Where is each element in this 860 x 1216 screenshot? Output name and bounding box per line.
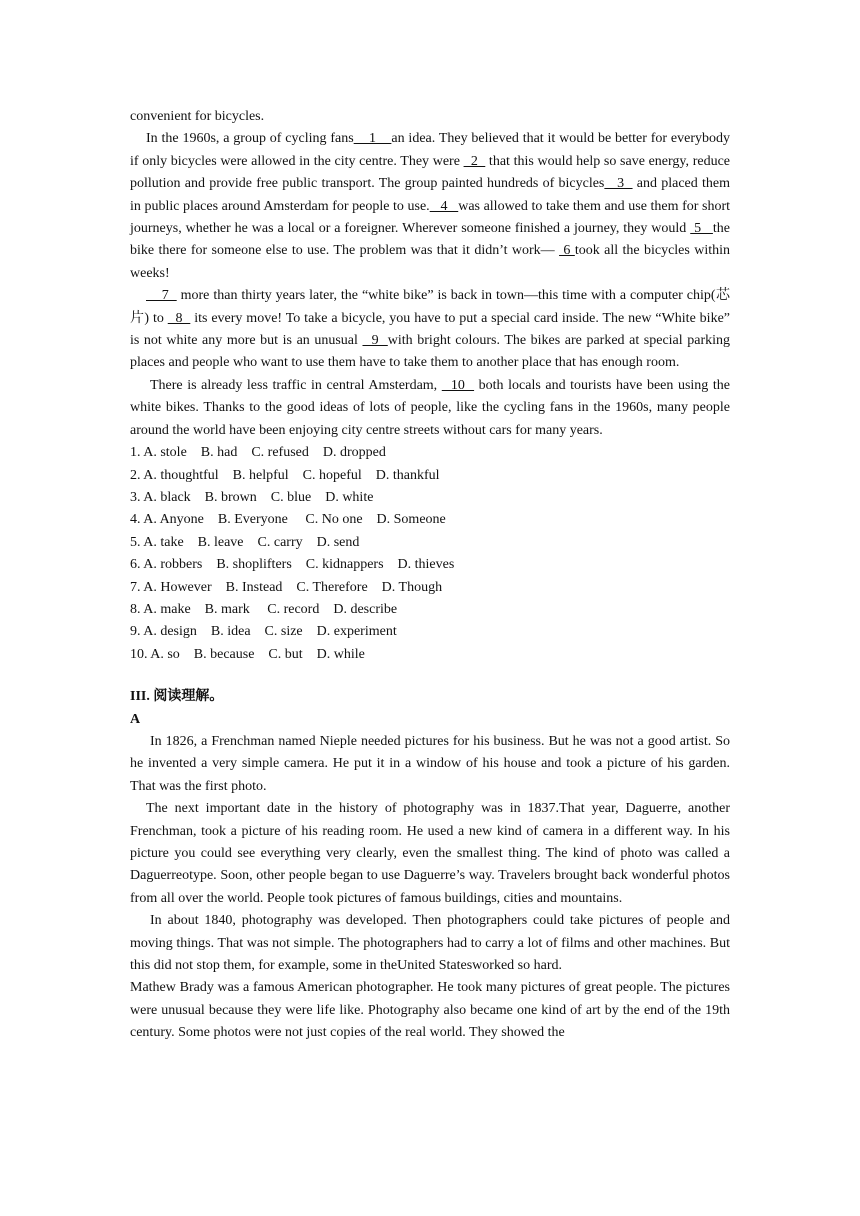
- blank-1: 1: [353, 131, 392, 147]
- blank-5: 5: [690, 221, 713, 237]
- option-line-8: 8. A. make B. mark C. record D. describe: [130, 601, 398, 617]
- section-spacer: [130, 666, 730, 686]
- option-line-3: 3. A. black B. brown C. blue D. white: [130, 489, 374, 505]
- blank-2: 2: [463, 153, 486, 169]
- option-line-2: 2. A. thoughtful B. helpful C. hopeful D. thankful: [130, 467, 440, 483]
- blank-10: 10: [441, 377, 475, 393]
- paragraph-fragment: convenient for bicycles.: [130, 109, 265, 124]
- blank-7: 7: [146, 288, 177, 304]
- option-line-1: 1. A. stole B. had C. refused D. dropped: [130, 445, 386, 461]
- reading-paragraph-3: In about 1840, photography was developed. Then photographers could take pictures of people and moving things. That was not simple. The photographers had to carry a lot of films and other machines. But this did not stop them, for example, some in theUnited Statesworked so hard.: [130, 913, 730, 974]
- blank-8: 8: [167, 310, 191, 326]
- blank-3: 3: [604, 176, 633, 192]
- cloze-paragraph-2: 7 more than thirty years later, the “white bike” is back in town—this time with a computer chip(芯片) to 8 its every move! To take a bicycle, you have to put a special card inside. The new “White bike” is not white any more but is an unusual 9 with bright colours. The bikes are parked at special parking places and people who want to use them have to take them to another place that has enough room.: [130, 288, 731, 371]
- blank-9: 9: [362, 333, 388, 349]
- cloze-paragraph-1: In the 1960s, a group of cycling fans 1 an idea. They believed that it would be better for everybody if only bicycles were allowed in the city centre. They were 2 that this would help so save energy, reduce pollution and provide free public transport. The group painted hundreds of bicycles 3 and placed them in public places around Amsterdam for people to use. 4 was allowed to take them and use them for short journeys, whether he was a local or a foreigner. Wherever someone finished a journey, they would 5 the bike there for someone else to use. The problem was that it didn’t work— 6 took all the bicycles within weeks!: [130, 131, 731, 281]
- reading-paragraph-4: Mathew Brady was a famous American photographer. He took many pictures of great people. The pictures were unusual because they were life like. Photography also became one kind of art by the end of the 19th century. Some photos were not just copies of the real world. They showed the: [130, 980, 730, 1041]
- option-line-9: 9. A. design B. idea C. size D. experiment: [130, 624, 397, 640]
- reading-paragraph-2: The next important date in the history of photography was in 1837.That year, Daguerre, another Frenchman, took a picture of his reading room. He used a new kind of camera in a different way. In his picture you could see everything very clearly, even the smallest thing. The kind of photo was called a Daguerreotype. Soon, other people began to use Daguerre’s way. Travelers brought back wonderful photos from all over the world. People took pictures of famous buildings, cities and mountains.: [130, 801, 730, 906]
- option-line-7: 7. A. However B. Instead C. Therefore D. Though: [130, 579, 443, 595]
- blank-4: 4: [429, 198, 459, 214]
- option-line-6: 6. A. robbers B. shoplifters C. kidnappers D. thieves: [130, 557, 455, 573]
- cloze-paragraph-3: There is already less traffic in central Amsterdam, 10 both locals and tourists have been using the white bikes. Thanks to the good ideas of lots of people, like the cycling fans in the 1960s, many people around the world have been enjoying city centre streets without cars for many years.: [130, 377, 730, 438]
- option-line-4: 4. A. Anyone B. Everyone C. No one D. Someone: [130, 512, 446, 528]
- reading-paragraph-1: In 1826, a Frenchman named Nieple needed pictures for his business. But he was not a good artist. So he invented a very simple camera. He put it in a window of his house and took a picture of his garden. That was the first photo.: [130, 733, 730, 794]
- section-heading: III. 阅读理解。: [130, 689, 224, 705]
- option-line-5: 5. A. take B. leave C. carry D. send: [130, 534, 360, 550]
- document-page: [130, 106, 730, 1045]
- passage-label: A: [130, 711, 141, 727]
- blank-6: 6: [559, 243, 575, 259]
- option-line-10: 10. A. so B. because C. but D. while: [130, 646, 365, 662]
